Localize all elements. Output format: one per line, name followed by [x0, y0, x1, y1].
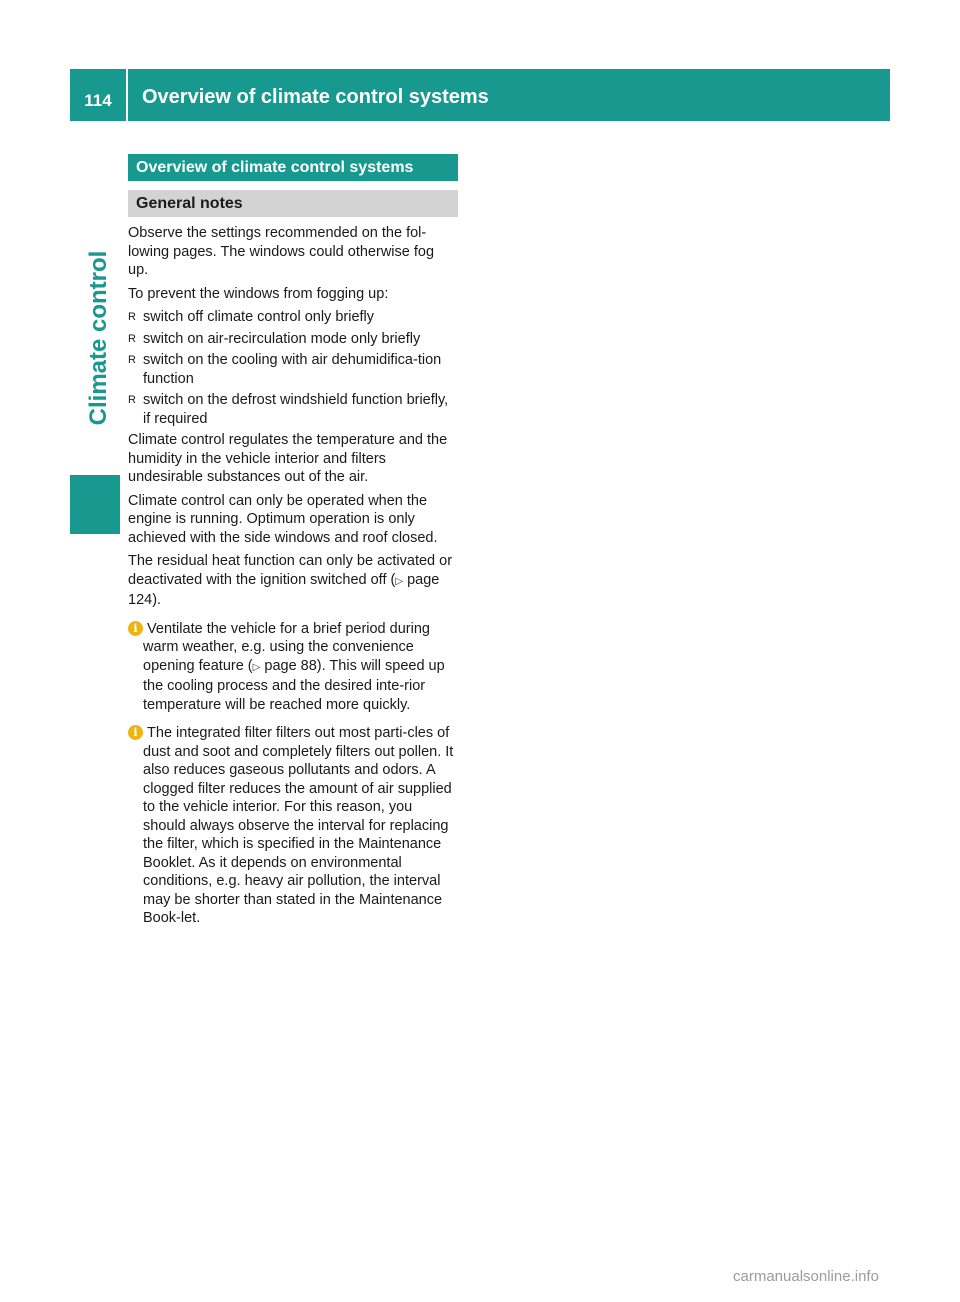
- page-ref-link[interactable]: page 124: [128, 571, 440, 608]
- paragraph-residual-heat: The residual heat function can only be activated or deactivated with the ignition switched off (▷ page 124).: [128, 553, 453, 608]
- page-ref-arrow-icon: ▷: [395, 575, 404, 587]
- header-divider: [126, 69, 128, 121]
- info-icon: i: [128, 621, 143, 636]
- side-tab-label: Climate control: [85, 250, 112, 425]
- list-item: R switch on the defrost windshield function briefly, if required: [128, 392, 449, 427]
- bullet-icon: R: [128, 311, 136, 323]
- subsection-title: General notes: [128, 190, 458, 217]
- side-tab: [84, 195, 114, 480]
- page-ref-link[interactable]: page 88: [264, 657, 317, 674]
- info-icon: i: [128, 725, 143, 740]
- list-item: R switch off climate control only briefly: [128, 309, 375, 325]
- watermark: carmanualsonline.info: [733, 1268, 879, 1285]
- paragraph-regulates: Climate control regulates the temperature and the humidity in the vehicle interior and filters undesirable substances out of the air.: [128, 432, 448, 485]
- bullet-icon: R: [128, 332, 136, 345]
- paragraph-intro: Observe the settings recommended on the fol-lowing pages. The windows could otherwise fog up.: [128, 225, 435, 278]
- info-note: i The integrated filter filters out most parti-cles of dust and soot and completely filters out pollen. It also reduces gaseous pollutants and odors. A clogged filter reduces the amount of air supplied to the vehicle interior. For this reason, you should always observe the interval for replacing the filter, which is specified in the Maintenance Booklet. As it depends on environmental conditions, e.g. heavy air pollution, the interval may be shorter than stated in the Maintenance Book-let.: [128, 724, 458, 928]
- list-item: R switch on air-recirculation mode only briefly: [128, 330, 421, 347]
- content-column: [128, 154, 458, 928]
- page-number: 114: [84, 91, 112, 110]
- section-title: Overview of climate control systems: [128, 154, 458, 181]
- paragraph-operation: Climate control can only be operated when the engine is running. Optimum operation is only achieved with the side windows and roof closed.: [128, 492, 438, 546]
- page-title: Overview of climate control systems: [142, 86, 489, 108]
- paragraph-prevent: To prevent the windows from fogging up:: [128, 285, 389, 302]
- bullet-list: [128, 308, 458, 428]
- bullet-icon: R: [128, 354, 136, 366]
- side-tab-marker: [70, 475, 120, 534]
- list-item: R switch on the cooling with air dehumidifica-tion function: [128, 352, 442, 387]
- bullet-icon: R: [128, 394, 136, 406]
- info-note: i Ventilate the vehicle for a brief period during warm weather, e.g. using the convenience opening feature (▷ page 88). This will speed up the cooling process and the desired inte-rior temperature will be reached more quickly.: [128, 620, 458, 715]
- page-ref-arrow-icon: ▷: [252, 661, 261, 673]
